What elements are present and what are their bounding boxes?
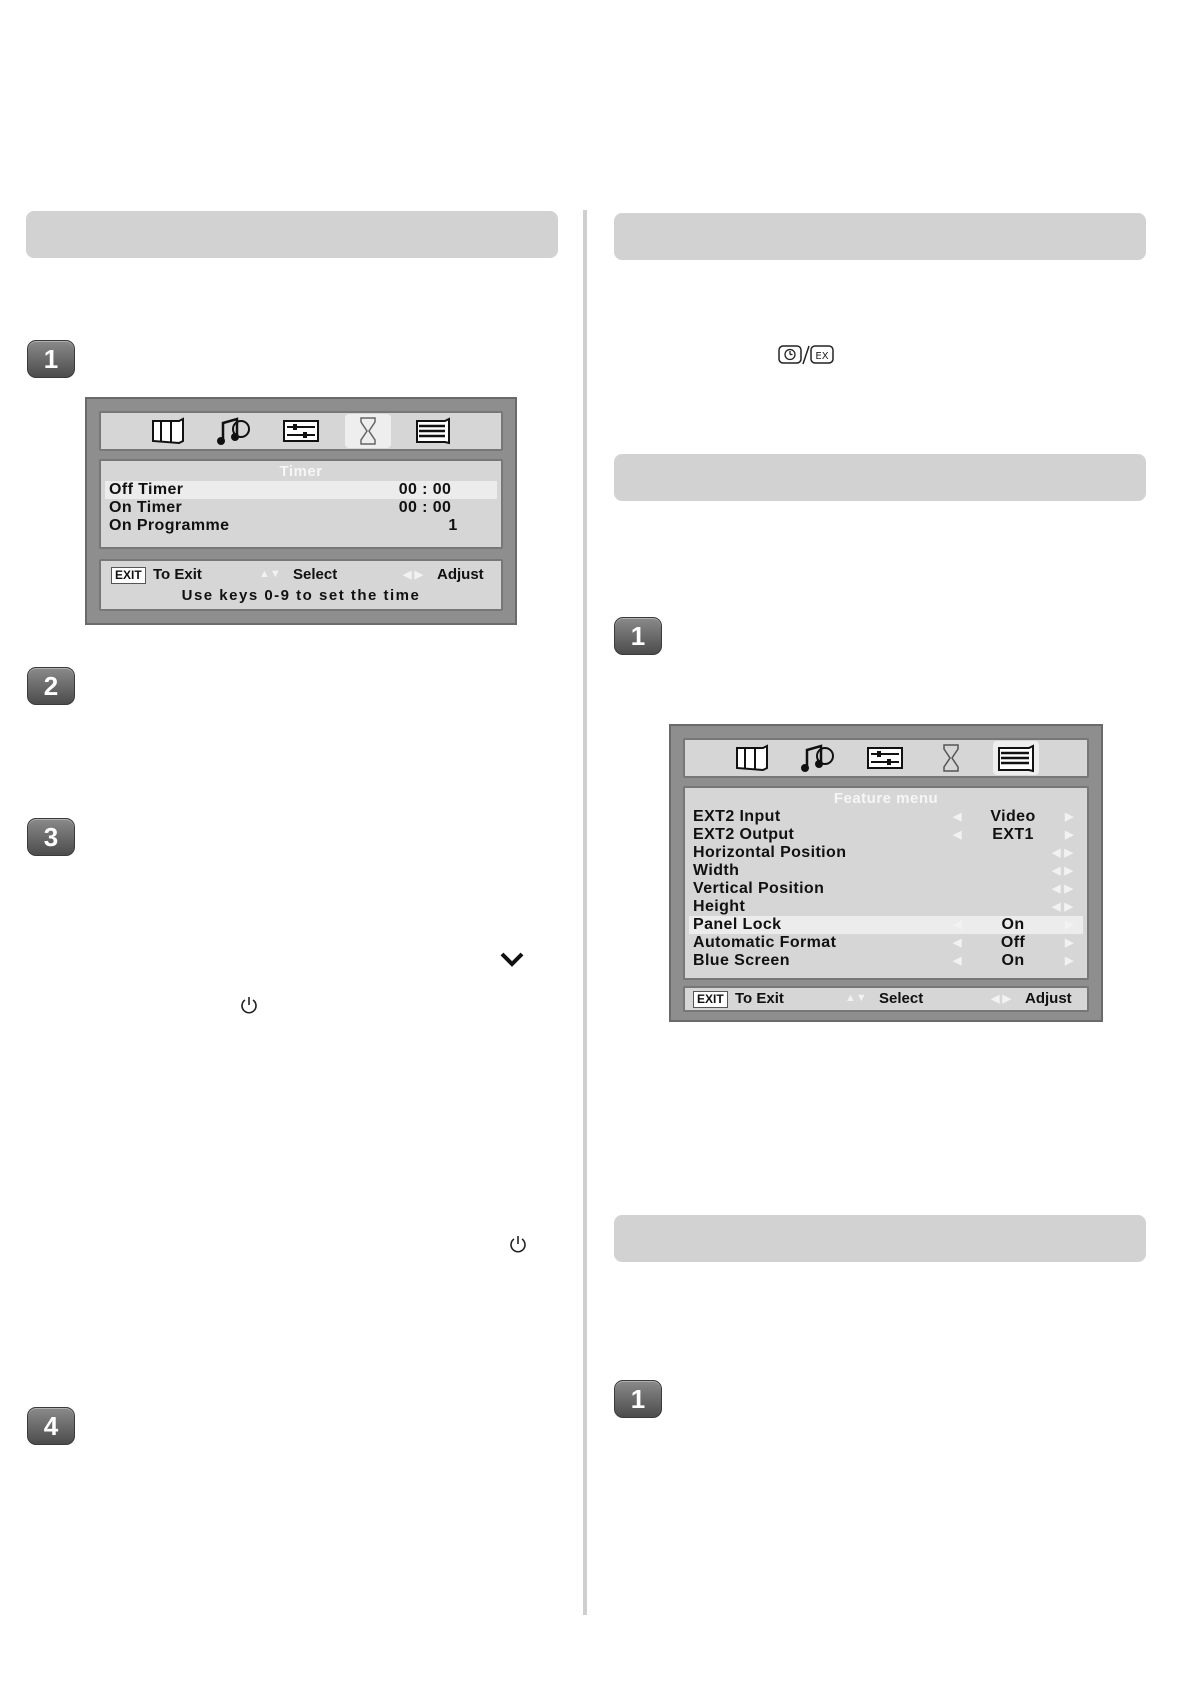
section-header-bar [614,1215,1146,1262]
hint-text: Use keys 0-9 to set the time [181,587,421,604]
sleep-timer-exit-key-icon [778,344,834,366]
svg-text:EX: EX [815,351,829,362]
menu-row-on-timer[interactable] [101,499,501,517]
right-arrow-icon[interactable]: ▶ [1065,811,1074,823]
menu-footer [99,559,503,611]
row-value: On [1001,952,1025,969]
menu-row-height[interactable] [685,898,1087,916]
adjust-label: Adjust [437,566,484,583]
right-arrow-icon[interactable]: ▶ [1065,955,1074,967]
feature-icon [993,741,1039,775]
row-label: Automatic Format [693,934,837,951]
left-right-arrows-icon: ◀ ▶ [403,569,423,581]
row-label: EXT2 Input [693,808,781,825]
section-header-bar [614,454,1146,501]
step-badge: 4 [27,1407,75,1445]
menu-row-vertical-position[interactable] [685,880,1087,898]
step-badge: 2 [27,667,75,705]
menu-row-off-timer[interactable] [105,481,497,499]
left-arrow-icon[interactable]: ◀ [953,811,962,823]
row-label: Off Timer [109,481,184,498]
menu-footer [683,986,1089,1012]
step-badge: 3 [27,818,75,856]
power-icon [509,1234,527,1254]
timer-settings-panel [99,459,503,549]
menu-row-ext2-output[interactable] [685,826,1087,844]
select-label: Select [879,990,924,1007]
row-value: On [1001,916,1025,933]
row-label: EXT2 Output [693,826,795,843]
column-divider [583,210,587,1615]
timer-menu-screen [85,397,517,625]
step-badge: 1 [614,617,662,655]
row-value: Video [990,808,1036,825]
left-arrow-icon[interactable]: ◀ [953,955,962,967]
timer-tab-selected[interactable] [345,414,391,448]
row-label: Vertical Position [693,880,825,897]
timer-hourglass-icon [345,414,391,448]
menu-title: Feature menu [833,790,939,807]
left-right-arrows-icon[interactable]: ◀ ▶ [1052,847,1074,859]
left-right-arrows-icon[interactable]: ◀ ▶ [1052,883,1074,895]
exit-label: To Exit [735,990,784,1007]
left-right-arrows-icon[interactable]: ◀ ▶ [1052,901,1074,913]
exit-label: To Exit [153,566,202,583]
exit-key[interactable]: EXIT [111,567,146,584]
row-label: Panel Lock [693,916,782,933]
sound-icon[interactable] [799,742,839,774]
left-arrow-icon[interactable]: ◀ [953,937,962,949]
chevron-down-icon [499,950,525,968]
menu-row-on-programme[interactable] [101,517,501,535]
power-icon [240,995,258,1015]
feature-icon[interactable] [413,415,453,447]
menu-row-blue-screen[interactable] [685,952,1087,970]
row-value: 1 [448,517,458,534]
up-down-arrows-icon: ▲▼ [845,992,867,1004]
feature-settings-panel [683,786,1089,980]
step-badge: 1 [614,1380,662,1418]
row-value: 00 : 00 [398,481,452,498]
setup-icon[interactable] [865,742,905,774]
section-header-bar [26,211,558,258]
menu-row-ext2-input[interactable] [685,808,1087,826]
menu-row-horizontal-position[interactable] [685,844,1087,862]
right-arrow-icon[interactable]: ▶ [1065,937,1074,949]
left-arrow-icon[interactable]: ◀ [953,829,962,841]
tv-picture-icon[interactable] [149,415,189,447]
row-label: Blue Screen [693,952,790,969]
menu-row-width[interactable] [685,862,1087,880]
menu-row-automatic-format[interactable] [685,934,1087,952]
menu-row-panel-lock[interactable] [689,916,1083,934]
sound-icon[interactable] [215,415,255,447]
row-label: On Timer [109,499,183,516]
feature-tab-selected[interactable] [993,741,1039,775]
right-arrow-icon[interactable]: ▶ [1065,919,1074,931]
row-value: 00 : 00 [398,499,452,516]
row-label: Width [693,862,740,879]
timer-hourglass-icon[interactable] [931,742,971,774]
left-arrow-icon[interactable]: ◀ [953,919,962,931]
exit-key[interactable]: EXIT [693,991,728,1008]
up-down-arrows-icon: ▲▼ [259,568,281,580]
feature-menu-screen [669,724,1103,1022]
section-header-bar [614,213,1146,260]
row-label: Height [693,898,746,915]
row-value: Off [1000,934,1026,951]
left-right-arrows-icon[interactable]: ◀ ▶ [1052,865,1074,877]
right-arrow-icon[interactable]: ▶ [1065,829,1074,841]
row-label: Horizontal Position [693,844,847,861]
row-label: On Programme [109,517,230,534]
menu-icon-bar [99,411,503,451]
select-label: Select [293,566,338,583]
tv-picture-icon[interactable] [733,742,773,774]
left-right-arrows-icon: ◀ ▶ [991,993,1011,1005]
adjust-label: Adjust [1025,990,1072,1007]
row-value: EXT1 [992,826,1034,843]
menu-icon-bar [683,738,1089,778]
step-badge: 1 [27,340,75,378]
setup-icon[interactable] [281,415,321,447]
menu-title: Timer [279,463,323,480]
